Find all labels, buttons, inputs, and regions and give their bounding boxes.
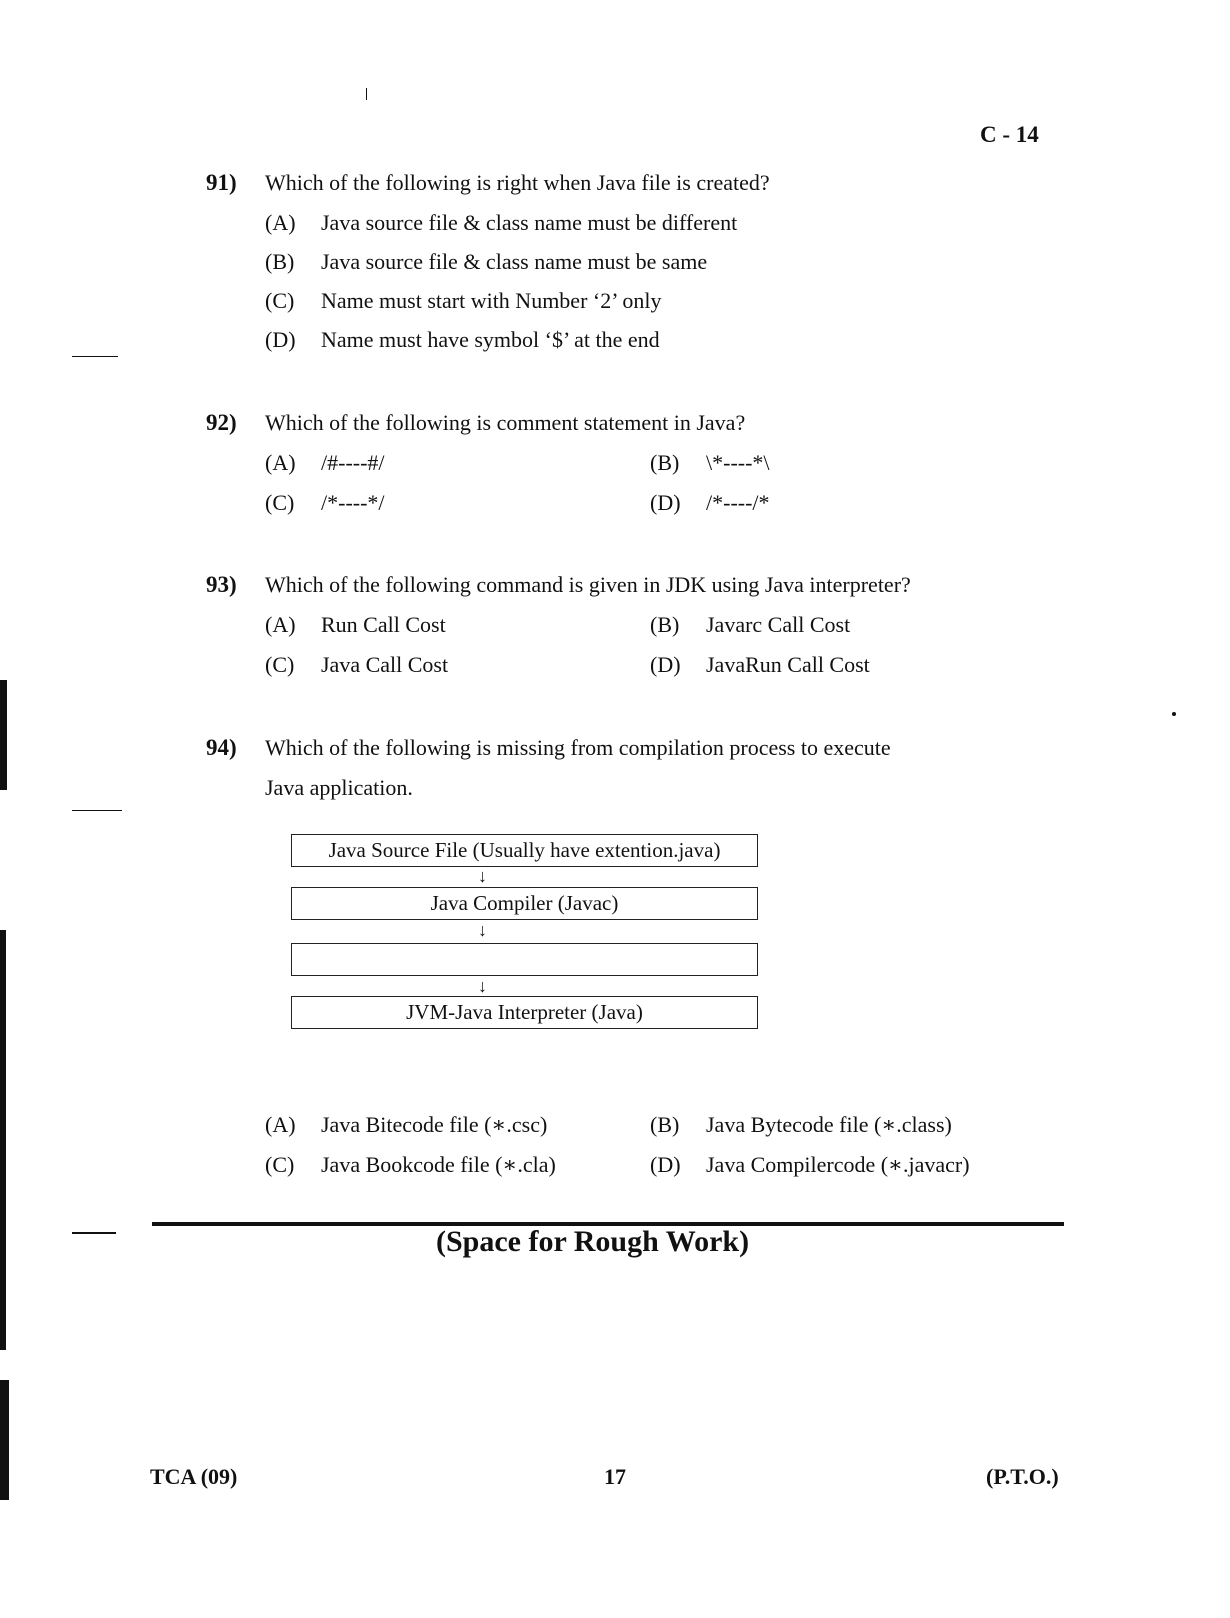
question-91-option-c: (C) Name must start with Number ‘2’ only bbox=[265, 288, 662, 313]
question-92-option-a: (A) /#----#/ bbox=[265, 450, 385, 475]
scan-edge-mark bbox=[0, 1380, 9, 1500]
question-94-text-line2: Java application. bbox=[265, 775, 413, 800]
question-91-option-b: (B) Java source file & class name must be same bbox=[265, 249, 708, 274]
diagram-box-missing bbox=[291, 943, 758, 976]
scan-edge-mark bbox=[0, 680, 7, 790]
footer-paper-code: TCA (09) bbox=[150, 1464, 238, 1489]
scan-edge-mark bbox=[0, 930, 6, 1350]
scan-stroke-mark bbox=[72, 356, 118, 357]
question-93-option-d: (D) JavaRun Call Cost bbox=[650, 652, 870, 677]
question-91-option-a: (A) Java source file & class name must be different bbox=[265, 210, 738, 235]
question-93-option-b: (B) Javarc Call Cost bbox=[650, 612, 851, 637]
footer-pto: (P.T.O.) bbox=[986, 1464, 1059, 1489]
question-91-option-d: (D) Name must have symbol ‘$’ at the end bbox=[265, 327, 660, 352]
scan-stroke-mark bbox=[72, 1232, 116, 1234]
question-93-option-c: (C) Java Call Cost bbox=[265, 652, 449, 677]
scan-tick-mark bbox=[366, 88, 367, 100]
question-92-option-d: (D) /*----/* bbox=[650, 490, 770, 515]
question-94-number: 94) bbox=[206, 735, 237, 760]
rough-work-heading: (Space for Rough Work) bbox=[436, 1225, 750, 1258]
question-94-text-line1: Which of the following is missing from compilation process to execute bbox=[265, 735, 891, 760]
diagram-arrow-icon: ↓ bbox=[478, 976, 487, 996]
question-94-option-c: (C) Java Bookcode file (∗.cla) bbox=[265, 1152, 556, 1177]
page-code: C - 14 bbox=[980, 122, 1039, 147]
question-94-option-a: (A) Java Bitecode file (∗.csc) bbox=[265, 1112, 548, 1137]
diagram-box-source-file: Java Source File (Usually have extention.java) bbox=[291, 834, 758, 867]
question-94-option-b: (B) Java Bytecode file (∗.class) bbox=[650, 1112, 952, 1137]
question-92-text: Which of the following is comment statement in Java? bbox=[265, 410, 746, 435]
diagram-box-compiler: Java Compiler (Javac) bbox=[291, 887, 758, 920]
diagram-box-jvm: JVM-Java Interpreter (Java) bbox=[291, 996, 758, 1029]
question-93-text: Which of the following command is given in JDK using Java interpreter? bbox=[265, 572, 911, 597]
question-93-number: 93) bbox=[206, 572, 237, 597]
question-93-option-a: (A) Run Call Cost bbox=[265, 612, 446, 637]
question-92-option-b: (B) \*----*\ bbox=[650, 450, 770, 475]
question-91-text: Which of the following is right when Java file is created? bbox=[265, 170, 770, 195]
diagram-arrow-icon: ↓ bbox=[478, 920, 487, 940]
scan-dot-mark bbox=[1172, 712, 1176, 716]
question-91-number: 91) bbox=[206, 170, 237, 195]
diagram-arrow-icon: ↓ bbox=[478, 866, 487, 886]
scan-stroke-mark bbox=[72, 810, 122, 811]
footer-page-number: 17 bbox=[604, 1464, 626, 1489]
question-92-option-c: (C) /*----*/ bbox=[265, 490, 385, 515]
question-92-number: 92) bbox=[206, 410, 237, 435]
question-94-option-d: (D) Java Compilercode (∗.javacr) bbox=[650, 1152, 970, 1177]
